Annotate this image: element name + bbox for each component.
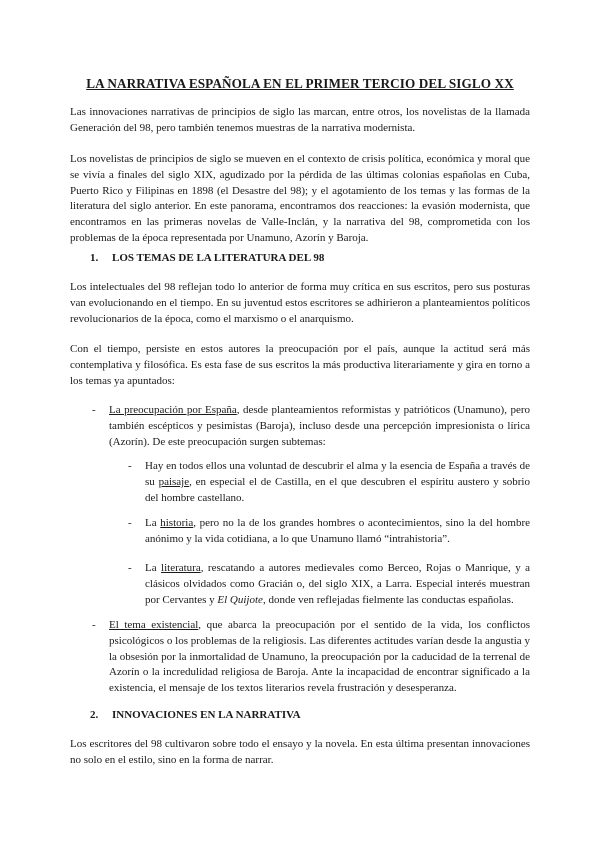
intro-paragraph-1: Las innovaciones narrativas de principios de siglo las marcan, entre otros, los novelistas de la llamada Generación del 98, pero también tenemos muestras de la narrativa modernista.	[70, 106, 530, 134]
intro-paragraph-2: Los novelistas de principios de siglo se mueven en el contexto de crisis política, económica y moral que se vivía a finales del siglo XIX, agudizado por la pérdida de las últimas colonias españolas en Cuba, Puerto Rico y Filipinas en 1898 (el Desastre del 98); y el agotamiento de los temas y las formas de la literatura del siglo anterior. En este panorama, encontramos dos reacciones: la evasión modernista, que encontramos en las primeras novelas de Valle-Inclán, y la narrativa del 98, comprometida con los problemas de la época representada por Unamuno, Azorín y Baroja.	[70, 153, 530, 244]
sub-item-2-term: historia	[160, 517, 194, 529]
sub-item-3	[145, 561, 530, 608]
sub-item-2-bullet: -	[128, 517, 132, 529]
sub-item-3-mid: , rescatando a autores medievales como Berceo, Rojas o Manrique, y a clásicos olvidados como Gracián o, del siglo XIX, a Larra. Especial interés muestran por Cervantes y	[145, 562, 530, 606]
list-item-2-term: El tema existencial	[109, 619, 199, 631]
sub-item-1-bullet: -	[128, 460, 132, 472]
section-1-paragraph-1: Los intelectuales del 98 reflejan todo lo anterior de forma muy crítica en sus escritos, pero sus posturas van evolucionando en el tiempo. En su juventud estos escritores se adhirieron a planteamientos políticos revolucionarios de la época, como el marxismo o el anarquismo.	[70, 281, 530, 325]
sub-item-2-post: , pero no la de los grandes hombres o acontecimientos, sino la del hombre anónimo y la vida cotidiana, a lo que Unamuno llamó “intrahistoria”.	[145, 517, 530, 545]
sub-item-2-pre: La	[145, 517, 161, 529]
section-2-number: 2.	[90, 709, 99, 721]
list-item-1	[109, 403, 530, 450]
list-item-2-text: , que abarca la preocupación por el sentido de la vida, los conflictos psicológicos o los problemas de la religiosis. Las diferentes actitudes varían desde la angustia y la obsesión por la inmortalidad de Unamuno, la preocupación por la caducidad de la terrenal de Azorín o la incredulidad religiosa de Baroja. Ante la incapacidad de encontrar significado a la existencia, el mensaje de los textos literarios revela frustración y desesperanza.	[109, 619, 530, 695]
section-1-paragraph-2: Con el tiempo, persiste en estos autores la preocupación por el país, aunque la actitud será más contemplativa y filosófica. Es esta fase de sus escritos la más productiva literariamente y gira en torno a los temas ya apuntados:	[70, 343, 530, 387]
section-1-number: 1.	[90, 252, 99, 264]
list-item-2	[109, 618, 530, 697]
list-item-2-bullet: -	[92, 619, 96, 631]
list-item-1-bullet: -	[92, 404, 96, 416]
sub-item-3-pre: La	[145, 562, 162, 574]
sub-item-1-post: , en especial el de Castilla, en el que descubren el espíritu austero y sobrio del hombre castellano.	[145, 475, 530, 504]
sub-item-3-post: , donde ven reflejadas fielmente las conductas españolas.	[262, 593, 514, 606]
list-item-1-text: , desde planteamientos reformistas y patrióticos (Unamuno), pero también escépticos y pesimistas (Baroja), incluso desde una percepción impresionista o lírica (Azorín). De este preocupación surgen subtemas:	[109, 404, 530, 448]
section-2-paragraph-1: Los escritores del 98 cultivaron sobre todo el ensayo y la novela. En esta última presentan innovaciones no solo en el estilo, sino en la forma de narrar.	[70, 738, 530, 766]
document-title: LA NARRATIVA ESPAÑOLA EN EL PRIMER TERCIO DEL SIGLO XX	[86, 76, 514, 91]
sub-item-3-term: literatura	[161, 562, 201, 574]
list-item-1-term: La preocupación por España	[109, 404, 237, 416]
sub-item-1-term: paisaje	[158, 475, 190, 488]
sub-item-2	[145, 516, 530, 548]
section-1-title: LOS TEMAS DE LA LITERATURA DEL 98	[112, 252, 325, 264]
section-2-heading	[90, 709, 301, 721]
sub-item-1	[145, 459, 530, 506]
section-1-heading	[90, 252, 324, 264]
sub-item-1-pre: Hay en todos ellos una voluntad de descubrir el alma y la esencia de España a través de su	[145, 460, 530, 488]
section-2-title: INNOVACIONES EN LA NARRATIVA	[112, 709, 301, 721]
sub-item-3-bullet: -	[128, 562, 132, 574]
sub-item-3-work: El Quijote	[217, 593, 263, 606]
